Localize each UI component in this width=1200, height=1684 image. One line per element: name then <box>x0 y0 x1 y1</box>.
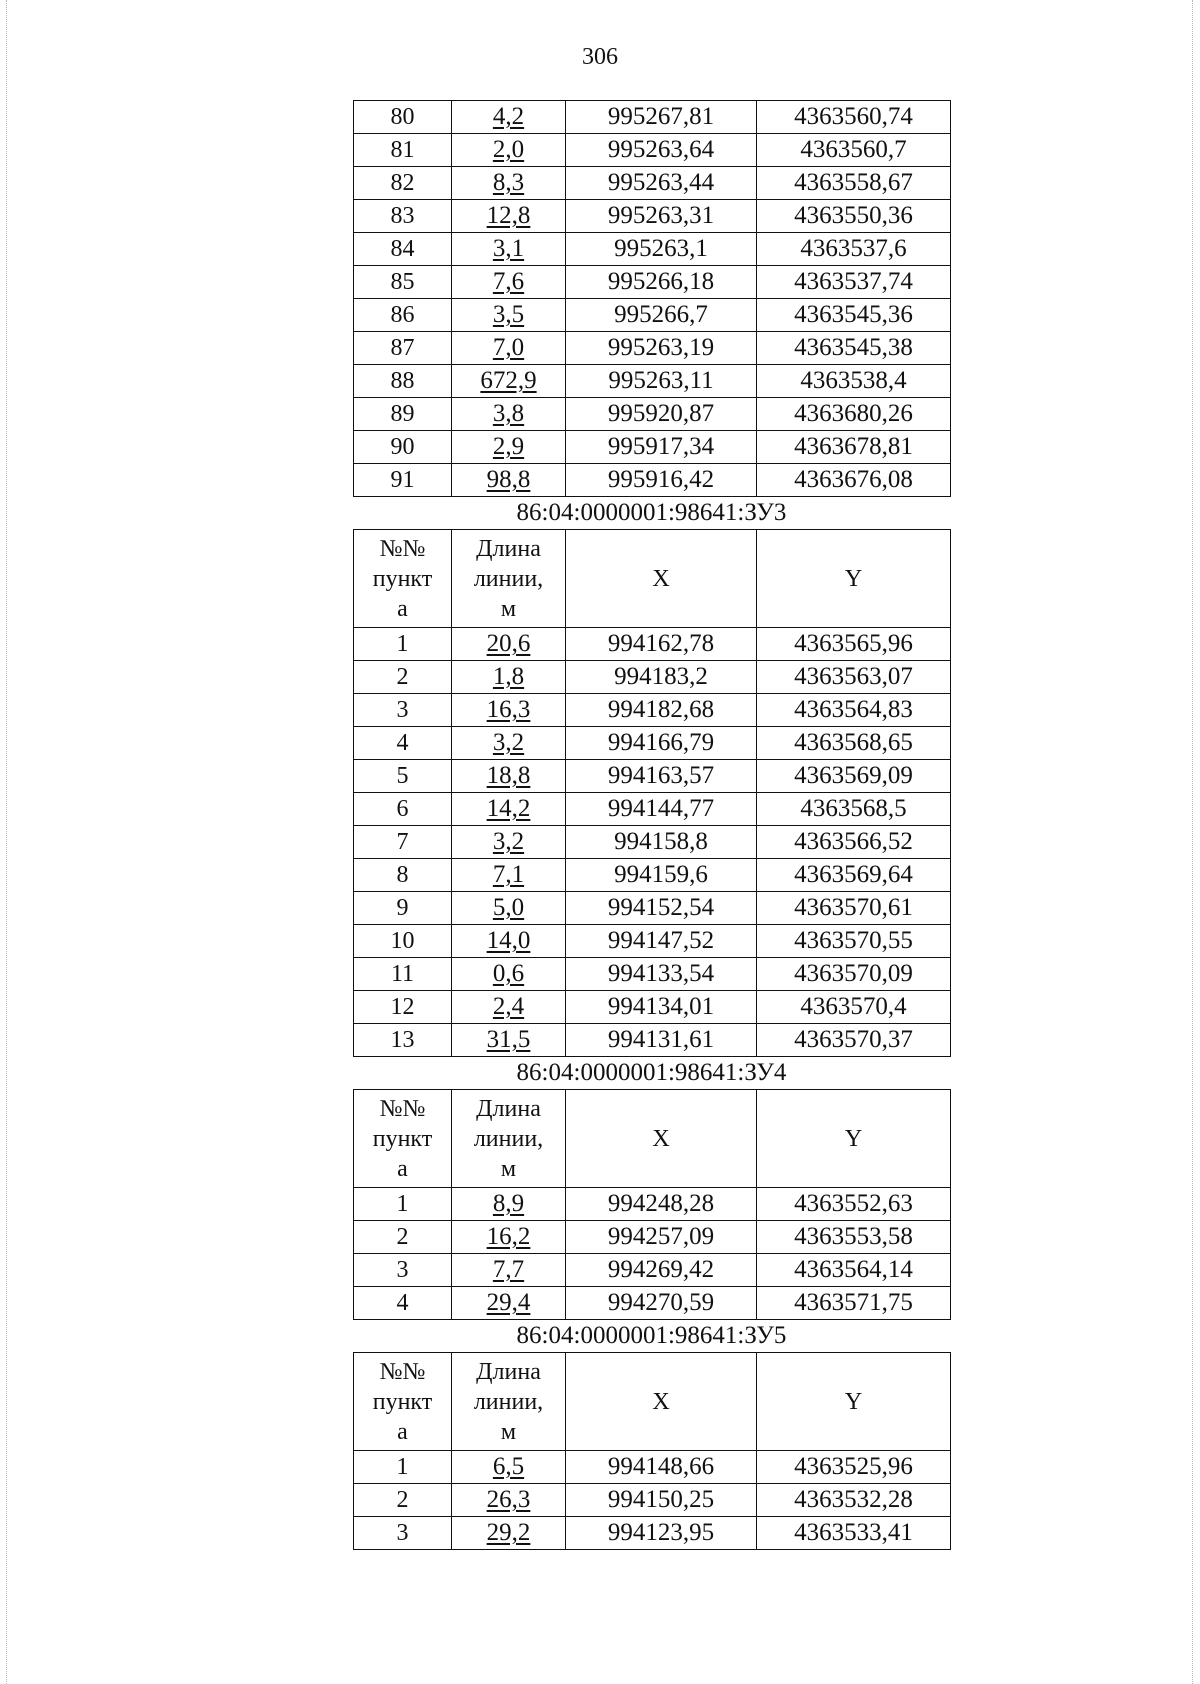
y-coordinate-cell: 4363550,36 <box>757 200 951 233</box>
y-coordinate-cell: 4363533,41 <box>757 1517 951 1550</box>
y-coordinate-cell: 4363553,58 <box>757 1221 951 1254</box>
line-length-cell: 3,8 <box>452 398 566 431</box>
x-coordinate-cell: 995266,7 <box>566 299 757 332</box>
x-coordinate-cell: 994123,95 <box>566 1517 757 1550</box>
point-number-cell: 3 <box>354 1254 452 1287</box>
line-length-cell: 31,5 <box>452 1024 566 1057</box>
line-length-cell: 16,3 <box>452 694 566 727</box>
point-number-cell: 1 <box>354 1188 452 1221</box>
x-coordinate-cell: 995917,34 <box>566 431 757 464</box>
y-coordinate-cell: 4363560,7 <box>757 134 951 167</box>
table-row <box>354 925 951 958</box>
line-length-cell: 29,2 <box>452 1517 566 1550</box>
line-length-cell: 16,2 <box>452 1221 566 1254</box>
header-y-coordinate-cell: Y <box>757 1090 951 1188</box>
x-coordinate-cell: 994152,54 <box>566 892 757 925</box>
y-coordinate-cell: 4363545,36 <box>757 299 951 332</box>
page-number: 306 <box>582 44 618 70</box>
header-line-length-cell: Длина линии, м <box>452 530 566 628</box>
table-row <box>354 299 951 332</box>
table-row <box>354 101 951 134</box>
x-coordinate-cell: 995263,11 <box>566 365 757 398</box>
point-number-cell: 12 <box>354 991 452 1024</box>
x-coordinate-cell: 994131,61 <box>566 1024 757 1057</box>
coordinates-document <box>353 100 950 1550</box>
table-row <box>354 1517 951 1550</box>
x-coordinate-cell: 994183,2 <box>566 661 757 694</box>
point-number-cell: 4 <box>354 727 452 760</box>
table-row <box>354 991 951 1024</box>
table-row <box>354 167 951 200</box>
y-coordinate-cell: 4363571,75 <box>757 1287 951 1320</box>
x-coordinate-cell: 995920,87 <box>566 398 757 431</box>
table-row <box>354 332 951 365</box>
table-row <box>354 1254 951 1287</box>
line-length-cell: 3,1 <box>452 233 566 266</box>
point-number-cell: 2 <box>354 1484 452 1517</box>
y-coordinate-cell: 4363568,65 <box>757 727 951 760</box>
line-length-cell: 672,9 <box>452 365 566 398</box>
point-number-cell: 13 <box>354 1024 452 1057</box>
x-coordinate-cell: 994182,68 <box>566 694 757 727</box>
line-length-cell: 7,6 <box>452 266 566 299</box>
x-coordinate-cell: 994148,66 <box>566 1451 757 1484</box>
coordinates-table <box>353 100 951 497</box>
header-y-coordinate-cell: Y <box>757 530 951 628</box>
x-coordinate-cell: 995266,18 <box>566 266 757 299</box>
point-number-cell: 1 <box>354 628 452 661</box>
table-row <box>354 1221 951 1254</box>
table-row <box>354 793 951 826</box>
y-coordinate-cell: 4363537,74 <box>757 266 951 299</box>
header-line-length-cell: Длина линии, м <box>452 1090 566 1188</box>
table-row <box>354 760 951 793</box>
x-coordinate-cell: 995263,19 <box>566 332 757 365</box>
point-number-cell: 9 <box>354 892 452 925</box>
scan-edge-right <box>1192 0 1194 1684</box>
table-row <box>354 431 951 464</box>
table-row <box>354 727 951 760</box>
table-row <box>354 134 951 167</box>
y-coordinate-cell: 4363558,67 <box>757 167 951 200</box>
table-header-row <box>354 530 951 628</box>
x-coordinate-cell: 994158,8 <box>566 826 757 859</box>
parcel-title: 86:04:0000001:98641:ЗУ5 <box>516 1322 787 1349</box>
point-number-cell: 11 <box>354 958 452 991</box>
y-coordinate-cell: 4363564,83 <box>757 694 951 727</box>
y-coordinate-cell: 4363570,61 <box>757 892 951 925</box>
x-coordinate-cell: 995263,64 <box>566 134 757 167</box>
y-coordinate-cell: 4363538,4 <box>757 365 951 398</box>
y-coordinate-cell: 4363570,09 <box>757 958 951 991</box>
table-row <box>354 661 951 694</box>
point-number-cell: 82 <box>354 167 452 200</box>
line-length-cell: 3,2 <box>452 727 566 760</box>
table-row <box>354 398 951 431</box>
line-length-cell: 7,7 <box>452 1254 566 1287</box>
point-number-cell: 8 <box>354 859 452 892</box>
x-coordinate-cell: 994150,25 <box>566 1484 757 1517</box>
y-coordinate-cell: 4363570,55 <box>757 925 951 958</box>
header-line-length-cell: Длина линии, м <box>452 1353 566 1451</box>
table-row <box>354 958 951 991</box>
y-coordinate-cell: 4363564,14 <box>757 1254 951 1287</box>
x-coordinate-cell: 994257,09 <box>566 1221 757 1254</box>
point-number-cell: 87 <box>354 332 452 365</box>
point-number-cell: 4 <box>354 1287 452 1320</box>
line-length-cell: 4,2 <box>452 101 566 134</box>
line-length-cell: 12,8 <box>452 200 566 233</box>
y-coordinate-cell: 4363570,37 <box>757 1024 951 1057</box>
x-coordinate-cell: 995263,44 <box>566 167 757 200</box>
header-y-coordinate-cell: Y <box>757 1353 951 1451</box>
y-coordinate-cell: 4363566,52 <box>757 826 951 859</box>
table-row <box>354 826 951 859</box>
point-number-cell: 10 <box>354 925 452 958</box>
line-length-cell: 7,0 <box>452 332 566 365</box>
table-row <box>354 1188 951 1221</box>
line-length-cell: 2,4 <box>452 991 566 1024</box>
header-x-coordinate-cell: X <box>566 530 757 628</box>
x-coordinate-cell: 994163,57 <box>566 760 757 793</box>
parcel-title: 86:04:0000001:98641:ЗУ4 <box>516 1059 787 1086</box>
point-number-cell: 6 <box>354 793 452 826</box>
y-coordinate-cell: 4363568,5 <box>757 793 951 826</box>
header-x-coordinate-cell: X <box>566 1090 757 1188</box>
y-coordinate-cell: 4363532,28 <box>757 1484 951 1517</box>
table-row <box>354 1024 951 1057</box>
x-coordinate-cell: 994144,77 <box>566 793 757 826</box>
x-coordinate-cell: 994159,6 <box>566 859 757 892</box>
y-coordinate-cell: 4363525,96 <box>757 1451 951 1484</box>
point-number-cell: 3 <box>354 1517 452 1550</box>
point-number-cell: 84 <box>354 233 452 266</box>
y-coordinate-cell: 4363552,63 <box>757 1188 951 1221</box>
x-coordinate-cell: 994269,42 <box>566 1254 757 1287</box>
point-number-cell: 86 <box>354 299 452 332</box>
coordinates-table <box>353 529 951 1057</box>
line-length-cell: 2,9 <box>452 431 566 464</box>
table-row <box>354 628 951 661</box>
table-header-row <box>354 1353 951 1451</box>
line-length-cell: 14,2 <box>452 793 566 826</box>
y-coordinate-cell: 4363569,64 <box>757 859 951 892</box>
x-coordinate-cell: 994147,52 <box>566 925 757 958</box>
table-row <box>354 1287 951 1320</box>
line-length-cell: 3,2 <box>452 826 566 859</box>
point-number-cell: 80 <box>354 101 452 134</box>
table-row <box>354 694 951 727</box>
line-length-cell: 18,8 <box>452 760 566 793</box>
x-coordinate-cell: 995263,31 <box>566 200 757 233</box>
table-row <box>354 200 951 233</box>
line-length-cell: 5,0 <box>452 892 566 925</box>
x-coordinate-cell: 995263,1 <box>566 233 757 266</box>
line-length-cell: 8,9 <box>452 1188 566 1221</box>
point-number-cell: 91 <box>354 464 452 497</box>
y-coordinate-cell: 4363569,09 <box>757 760 951 793</box>
y-coordinate-cell: 4363563,07 <box>757 661 951 694</box>
point-number-cell: 7 <box>354 826 452 859</box>
table-row <box>354 892 951 925</box>
line-length-cell: 14,0 <box>452 925 566 958</box>
line-length-cell: 1,8 <box>452 661 566 694</box>
point-number-cell: 90 <box>354 431 452 464</box>
y-coordinate-cell: 4363678,81 <box>757 431 951 464</box>
header-point-number-cell: №№ пункт а <box>354 1090 452 1188</box>
y-coordinate-cell: 4363565,96 <box>757 628 951 661</box>
point-number-cell: 89 <box>354 398 452 431</box>
x-coordinate-cell: 995916,42 <box>566 464 757 497</box>
table-row <box>354 464 951 497</box>
point-number-cell: 83 <box>354 200 452 233</box>
line-length-cell: 26,3 <box>452 1484 566 1517</box>
y-coordinate-cell: 4363676,08 <box>757 464 951 497</box>
parcel-title: 86:04:0000001:98641:ЗУ3 <box>516 499 787 526</box>
x-coordinate-cell: 994133,54 <box>566 958 757 991</box>
line-length-cell: 8,3 <box>452 167 566 200</box>
line-length-cell: 7,1 <box>452 859 566 892</box>
scan-edge-left <box>6 0 8 1684</box>
y-coordinate-cell: 4363560,74 <box>757 101 951 134</box>
coordinates-table <box>353 1352 951 1550</box>
coordinates-table <box>353 1089 951 1320</box>
line-length-cell: 20,6 <box>452 628 566 661</box>
y-coordinate-cell: 4363537,6 <box>757 233 951 266</box>
header-point-number-cell: №№ пункт а <box>354 530 452 628</box>
point-number-cell: 5 <box>354 760 452 793</box>
table-row <box>354 233 951 266</box>
header-point-number-cell: №№ пункт а <box>354 1353 452 1451</box>
line-length-cell: 29,4 <box>452 1287 566 1320</box>
x-coordinate-cell: 994248,28 <box>566 1188 757 1221</box>
header-x-coordinate-cell: X <box>566 1353 757 1451</box>
point-number-cell: 2 <box>354 1221 452 1254</box>
point-number-cell: 85 <box>354 266 452 299</box>
table-row <box>354 1451 951 1484</box>
x-coordinate-cell: 994162,78 <box>566 628 757 661</box>
table-header-row <box>354 1090 951 1188</box>
table-row <box>354 365 951 398</box>
point-number-cell: 81 <box>354 134 452 167</box>
x-coordinate-cell: 994270,59 <box>566 1287 757 1320</box>
line-length-cell: 6,5 <box>452 1451 566 1484</box>
point-number-cell: 2 <box>354 661 452 694</box>
y-coordinate-cell: 4363680,26 <box>757 398 951 431</box>
x-coordinate-cell: 994166,79 <box>566 727 757 760</box>
line-length-cell: 0,6 <box>452 958 566 991</box>
point-number-cell: 1 <box>354 1451 452 1484</box>
point-number-cell: 88 <box>354 365 452 398</box>
y-coordinate-cell: 4363570,4 <box>757 991 951 1024</box>
x-coordinate-cell: 994134,01 <box>566 991 757 1024</box>
y-coordinate-cell: 4363545,38 <box>757 332 951 365</box>
table-row <box>354 1484 951 1517</box>
x-coordinate-cell: 995267,81 <box>566 101 757 134</box>
table-row <box>354 859 951 892</box>
line-length-cell: 98,8 <box>452 464 566 497</box>
line-length-cell: 2,0 <box>452 134 566 167</box>
table-row <box>354 266 951 299</box>
line-length-cell: 3,5 <box>452 299 566 332</box>
point-number-cell: 3 <box>354 694 452 727</box>
